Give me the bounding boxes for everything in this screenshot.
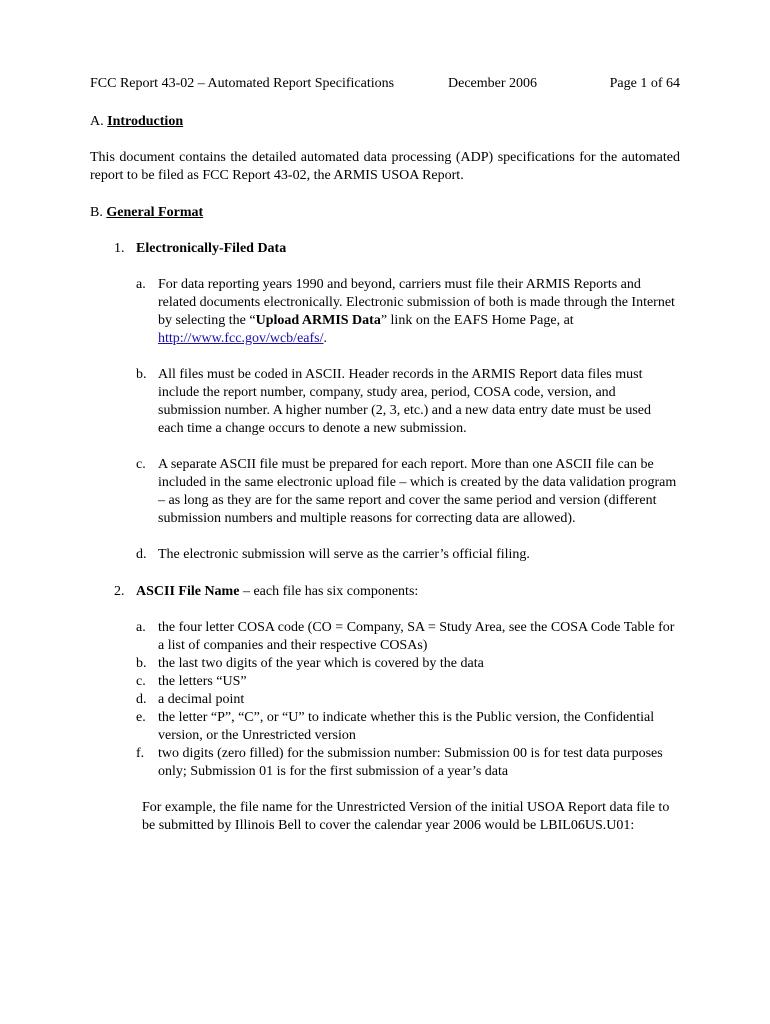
section-b-heading <box>90 204 680 222</box>
header-page-number: Page 1 of 64 <box>609 76 680 91</box>
page-header <box>90 75 680 95</box>
header-date: December 2006 <box>448 76 538 91</box>
subsection-2-heading <box>114 583 680 601</box>
list-item-letter: e. <box>136 710 146 725</box>
subsection-2-number: 2. <box>114 584 125 599</box>
example-paragraph: For example, the file name for the Unrestricted Version of the initial USOA Report data file to be submitted by Illinois Bell to cover the calendar year 2006 would be LBIL06US.U01: <box>142 800 670 833</box>
list-item-text: All files must be coded in ASCII. Header records in the ARMIS Report data files must include the report number, company, study area, period, COSA code, version, and submission number. A higher number (2, 3, etc.) and a new data entry date must be used each time a change occurs to denote a new submission. <box>158 367 652 436</box>
subsection-2-title-line <box>136 584 418 599</box>
list-item-text: the last two digits of the year which is covered by the data <box>158 656 484 671</box>
list-item-letter: f. <box>136 746 145 761</box>
list-item-text: the letters “US” <box>158 674 247 689</box>
list-item-text-part: ” link on the EAFS Home Page, at <box>380 313 574 328</box>
list-item-text-part: . <box>323 331 327 346</box>
list-item <box>136 709 680 745</box>
list-item <box>136 745 680 781</box>
section-b-title: General Format <box>106 205 204 220</box>
list-item-letter: c. <box>136 457 146 472</box>
list-item-text <box>158 276 680 348</box>
list-item-letter: d. <box>136 547 147 562</box>
subsection-2-title: ASCII File Name <box>136 584 240 599</box>
section-a-body: This document contains the detailed automated data processing (ADP) specifications for the automated report to be filed as FCC Report 43-02, the ARMIS USOA Report. <box>90 150 680 183</box>
list-item <box>136 276 680 348</box>
list-item-text: the four letter COSA code (CO = Company, SA = Study Area, see the COSA Code Table for a list of companies and their respective COSAs) <box>158 620 675 653</box>
section-b-letter: B. <box>90 205 103 220</box>
list-item <box>136 673 680 691</box>
list-item <box>136 456 680 528</box>
subsection-2-title-rest: – each file has six components: <box>239 584 419 599</box>
list-item <box>136 366 680 438</box>
list-item-text-part: For data reporting years 1990 and beyond, carriers must file their ARMIS Reports and related documents electronically. Electronic submission of both is made through the Internet by selecting the “ <box>158 277 675 328</box>
subsection-1-title: Electronically-Filed Data <box>136 241 287 256</box>
subsection-1-number: 1. <box>114 241 125 256</box>
list-item <box>136 619 680 655</box>
eafs-link[interactable]: http://www.fcc.gov/wcb/eafs/ <box>158 331 324 346</box>
upload-armis-data-label: Upload ARMIS Data <box>255 313 381 328</box>
list-item-letter: a. <box>136 277 146 292</box>
list-item-letter: c. <box>136 674 146 689</box>
list-item-letter: d. <box>136 692 147 707</box>
list-item-letter: b. <box>136 656 147 671</box>
section-a-letter: A. <box>90 114 104 129</box>
list-item-text: two digits (zero filled) for the submission number: Submission 00 is for test data purposes only; Submission 01 is for the first submission of a year’s data <box>158 746 663 779</box>
list-item <box>136 546 680 564</box>
list-item-text: The electronic submission will serve as the carrier’s official filing. <box>158 547 530 562</box>
header-title: FCC Report 43-02 – Automated Report Specifications <box>90 76 395 91</box>
list-item-text: a decimal point <box>158 692 245 707</box>
list-item-text: A separate ASCII file must be prepared for each report. More than one ASCII file can be included in the same electronic upload file – which is created by the data validation program – as long as they are for the same report and cover the same period and version (different submission numbers and multiple reasons for correcting data are allowed). <box>158 457 677 526</box>
list-item-text: the letter “P”, “C”, or “U” to indicate whether this is the Public version, the Confidential version, or the Unrestricted version <box>158 710 655 743</box>
list-item <box>136 691 680 709</box>
list-item-letter: b. <box>136 367 147 382</box>
list-item-letter: a. <box>136 620 146 635</box>
list-item <box>136 655 680 673</box>
subsection-1-heading <box>114 240 680 258</box>
section-a-title: Introduction <box>107 114 184 129</box>
section-a-heading <box>90 113 680 131</box>
